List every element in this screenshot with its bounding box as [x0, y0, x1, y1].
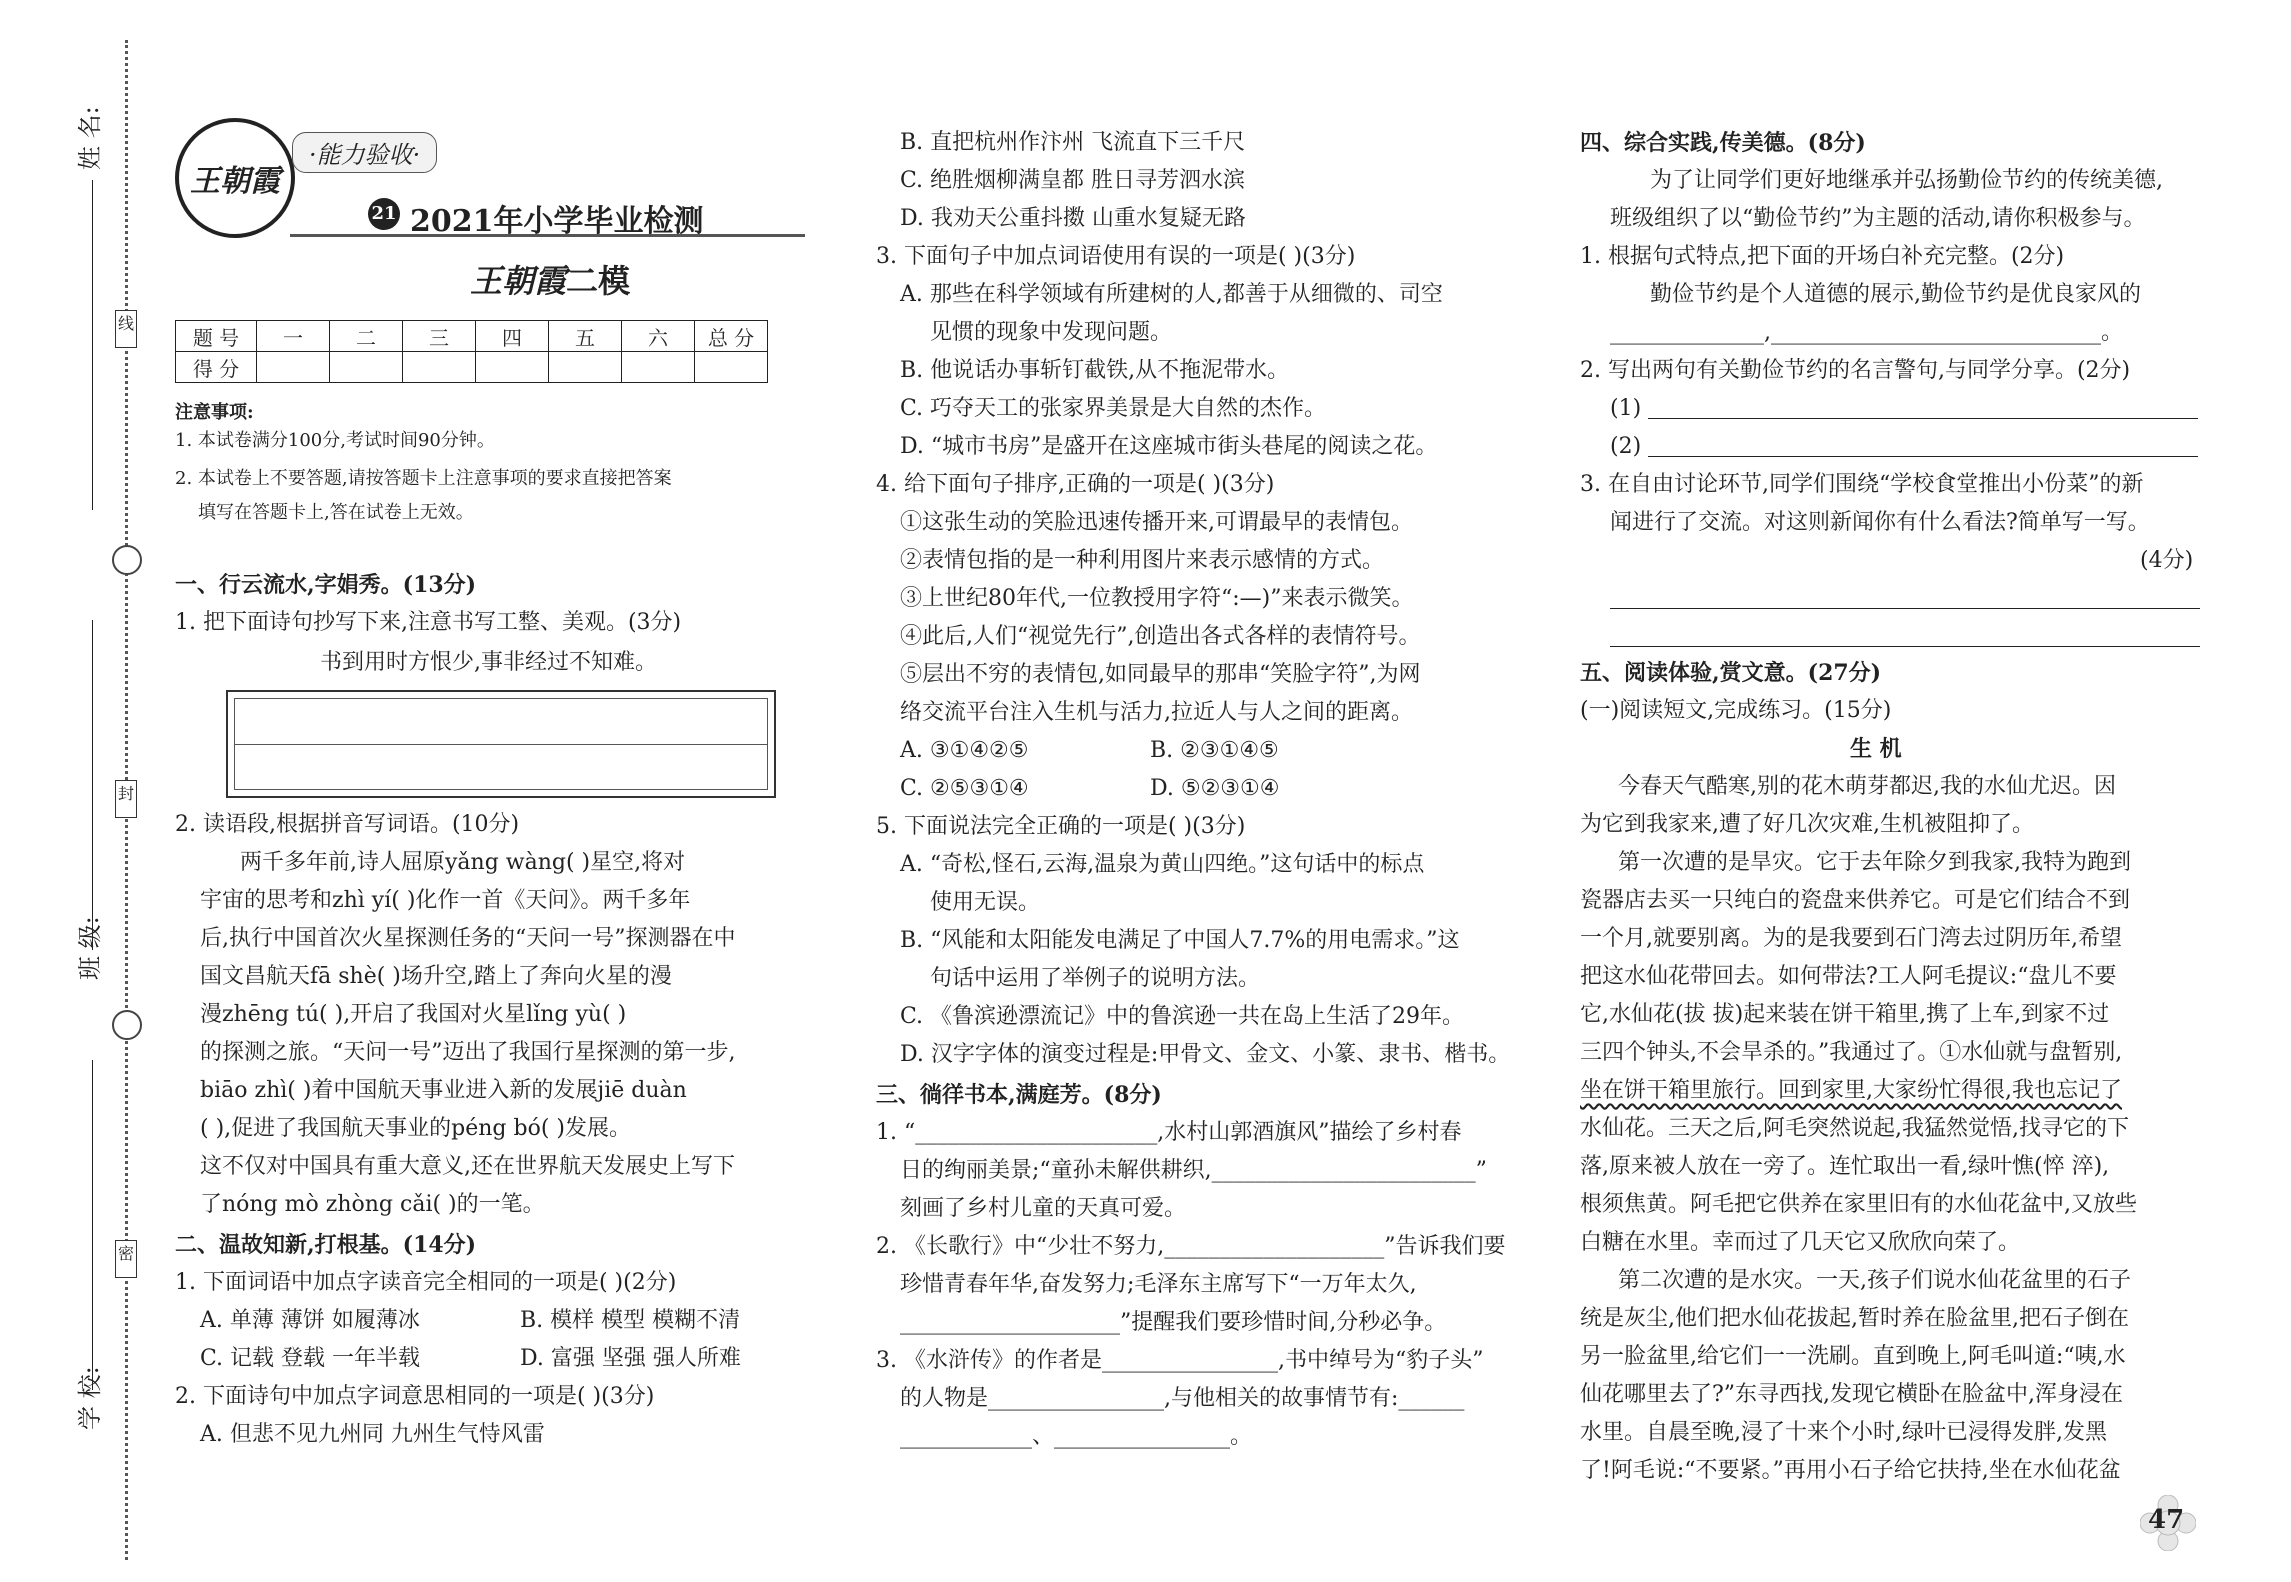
- score-cell[interactable]: [549, 352, 622, 383]
- option: C. ②⑤③①④: [900, 776, 1029, 801]
- score-table: [175, 320, 768, 383]
- brand-logo: [175, 118, 295, 238]
- school-line: [92, 1060, 93, 1390]
- section-5-title: 五、阅读体验,赏文意。(27分): [1580, 660, 1882, 686]
- fill-line: 的人物是________________,与他相关的故事情节有:______: [900, 1386, 1465, 1411]
- question-12: 2. 写出两句有关勤俭节约的名言警句,与同学分享。(2分): [1580, 358, 2131, 383]
- question-4: 2. 下面诗句中加点字词意思相同的一项是( )(3分): [175, 1384, 655, 1409]
- option: A. ③①④②⑤: [900, 738, 1029, 763]
- answer-line[interactable]: [1610, 646, 2200, 647]
- question-2: 2. 读语段,根据拼音写词语。(10分): [175, 812, 520, 837]
- fill-line: ______________,______________________________。: [1610, 320, 2123, 345]
- table-cell: 总 分: [695, 321, 768, 352]
- table-cell: 得 分: [176, 352, 257, 383]
- passage-line: 的探测之旅。“天问一号”迈出了我国行星探测的第一步,: [200, 1040, 736, 1065]
- option: 句话中运用了举例子的说明方法。: [930, 966, 1261, 991]
- sentence: ①这张生动的笑脸迅速传播开来,可谓最早的表情包。: [900, 510, 1413, 535]
- option: C. 记载 登载 一年半载: [200, 1346, 421, 1371]
- table-cell: 二: [330, 321, 403, 352]
- sentence: ③上世纪80年代,一位教授用字符“:—)”来表示微笑。: [900, 586, 1414, 611]
- section-4-title: 四、综合实践,传美德。(8分): [1580, 130, 1866, 156]
- passage-line: 国文昌航天fā shè( )场升空,踏上了奔向火星的漫: [200, 964, 672, 989]
- option: A. 单薄 薄饼 如履薄冰: [200, 1308, 420, 1333]
- binding-hole-icon: [112, 545, 142, 575]
- section-3-title: 三、徜徉书本,满庭芳。(8分): [876, 1082, 1162, 1108]
- exam-number-badge: 21: [368, 198, 400, 230]
- article-line: 仙花哪里去了?”东寻西找,发现它横卧在脸盆中,浑身浸在: [1580, 1382, 2124, 1407]
- table-cell: 三: [403, 321, 476, 352]
- question-5: 3. 下面句子中加点词语使用有误的一项是( )(3分): [876, 244, 1356, 269]
- passage-line: 漫zhēng tú( ),开启了我国对火星lǐng yù( ): [200, 1002, 627, 1027]
- class-field[interactable]: [70, 720, 105, 980]
- article-line: 另一脸盆里,给它们一一洗刷。直到晚上,阿毛叫道:“咦,水: [1580, 1344, 2126, 1369]
- exam-title: 2021年小学毕业检测: [410, 204, 704, 239]
- score-table-header-row: [176, 321, 768, 352]
- passage-line: biāo zhì( )着中国航天事业进入新的发展jiē duàn: [200, 1078, 687, 1103]
- option: C. 巧夺天工的张家界美景是大自然的杰作。: [900, 396, 1327, 421]
- option: B. ②③①④⑤: [1150, 738, 1279, 763]
- passage-line: ( ),促进了我国航天事业的péng bó( )发展。: [200, 1116, 631, 1141]
- title-rule: [290, 234, 805, 237]
- class-label: 班 级:: [76, 916, 104, 980]
- passage-line: 宇宙的思考和zhì yí( )化作一首《天问》。两千多年: [200, 888, 691, 913]
- name-line: [92, 180, 93, 510]
- option: C. 绝胜烟柳满皇都 胜日寻芳泗水滨: [900, 168, 1246, 193]
- name-field[interactable]: [70, 0, 105, 170]
- subsection-title: (一)阅读短文,完成练习。(15分): [1580, 698, 1892, 723]
- fill-line: 1. “______________________,水村山郭酒旗风”描绘了乡村春: [876, 1120, 1462, 1145]
- score-cell[interactable]: [476, 352, 549, 383]
- article-line: 它,水仙花(拔 拔)起来装在饼干箱里,携了上车,到家不过: [1580, 1002, 2110, 1027]
- article-line: 一个月,就要别离。为的是我要到石门湾去过阴历年,希望: [1580, 926, 2122, 951]
- option: A. 那些在科学领域有所建树的人,都善于从细微的、司空: [900, 282, 1443, 307]
- fill-line: ____________________”提醒我们要珍惜时间,分秒必争。: [900, 1310, 1447, 1335]
- note-item: 填写在答题卡上,答在试卷上无效。: [198, 502, 474, 523]
- question-13-line: 闻进行了交流。对这则新闻你有什么看法?简单写一写。: [1610, 510, 2150, 535]
- fill-line: 日的绚丽美景;“童孙未解供耕织,________________________”: [900, 1158, 1487, 1183]
- answer-line[interactable]: [1610, 608, 2200, 609]
- article-line: 落,原来被人放在一旁了。连忙取出一看,绿叶憔(悴 淬),: [1580, 1154, 2110, 1179]
- fill-line: 2. 《长歌行》中“少壮不努力,____________________”告诉我们要: [876, 1234, 1506, 1259]
- line-mark-3: 密: [115, 1240, 137, 1278]
- option: 使用无误。: [930, 890, 1041, 915]
- answer-label: (1): [1610, 396, 1642, 421]
- score-cell[interactable]: [330, 352, 403, 383]
- article-line: 今春天气酷寒,别的花木萌芽都迟,我的水仙尤迟。因: [1618, 774, 2116, 799]
- article-line: 为它到我家来,遭了好几次灾难,生机被阻抑了。: [1580, 812, 2034, 837]
- score-cell[interactable]: [403, 352, 476, 383]
- option: D. “城市书房”是盛开在这座城市街头巷尾的阅读之花。: [900, 434, 1438, 459]
- sentence: ⑤层出不穷的表情包,如同最早的那串“笑脸字符”,为网: [900, 662, 1421, 687]
- binding-hole-icon: [112, 1010, 142, 1040]
- score-cell[interactable]: [257, 352, 330, 383]
- article-line: 坐在饼干箱里旅行。回到家里,大家纷忙得很,我也忘记了: [1580, 1078, 2122, 1103]
- option: C. 《鲁滨逊漂流记》中的鲁滨逊一共在岛上生活了29年。: [900, 1004, 1465, 1029]
- question-13-score: (4分): [2140, 548, 2194, 573]
- score-table-score-row: [176, 352, 768, 383]
- school-field[interactable]: [70, 1170, 105, 1430]
- question-11: 1. 根据句式特点,把下面的开场白补充完整。(2分): [1580, 244, 2065, 269]
- option: B. 直把杭州作汴州 飞流直下三千尺: [900, 130, 1246, 155]
- article-line: 了!阿毛说:“不要紧。”再用小石子给它扶持,坐在水仙花盆: [1580, 1458, 2121, 1483]
- article-line: 三四个钟头,不会旱杀的。”我通过了。①水仙就与盘暂别,: [1580, 1040, 2123, 1065]
- sentence: ④此后,人们“视觉先行”,创造出各式各样的表情符号。: [900, 624, 1421, 649]
- copy-writing-box[interactable]: [226, 690, 776, 798]
- article-title: 生 机: [1850, 736, 1902, 762]
- notes-title: 注意事项:: [175, 402, 254, 423]
- option: D. 汉字字体的演变过程是:甲骨文、金文、小篆、隶书、楷书。: [900, 1042, 1511, 1067]
- passage-line: 后,执行中国首次火星探测任务的“天问一号”探测器在中: [200, 926, 736, 951]
- option: 见惯的现象中发现问题。: [930, 320, 1173, 345]
- note-item: 2. 本试卷上不要答题,请按答题卡上注意事项的要求直接把答案: [175, 468, 672, 489]
- school-label: 学 校:: [76, 1366, 104, 1430]
- subtitle-text: 二模: [566, 262, 631, 300]
- question-6: 4. 给下面句子排序,正确的一项是( )(3分): [876, 472, 1275, 497]
- page-number: 47: [2148, 1505, 2185, 1535]
- table-cell: 四: [476, 321, 549, 352]
- question-7: 5. 下面说法完全正确的一项是( )(3分): [876, 814, 1246, 839]
- fill-line: 珍惜青春年华,奋发努力;毛泽东主席写下“一万年太久,: [900, 1272, 1417, 1297]
- section-badge: ·能力验收·: [292, 132, 437, 173]
- line-mark-2: 封: [115, 780, 137, 818]
- sentence: 络交流平台注入生机与活力,拉近人与人之间的距离。: [900, 700, 1413, 725]
- fill-line: 3. 《水浒传》的作者是________________,书中绰号为“豹子头”: [876, 1348, 1484, 1373]
- option: D. 我劝天公重抖擞 山重水复疑无路: [900, 206, 1246, 231]
- article-line: 第二次遭的是水灾。一天,孩子们说水仙花盆里的石子: [1618, 1268, 2131, 1293]
- article-line: 第一次遭的是旱灾。它于去年除夕到我家,我特为跑到: [1618, 850, 2131, 875]
- note-item: 1. 本试卷满分100分,考试时间90分钟。: [175, 430, 495, 451]
- passage-line: 这不仅对中国具有重大意义,还在世界航天发展史上写下: [200, 1154, 735, 1179]
- table-cell: 六: [622, 321, 695, 352]
- article-line: 把这水仙花带回去。如何带法?工人阿毛提议:“盘儿不要: [1580, 964, 2117, 989]
- question-3: 1. 下面词语中加点字读音完全相同的一项是( )(2分): [175, 1270, 677, 1295]
- exam-subtitle: [470, 256, 630, 302]
- article-line: 瓷器店去买一只纯白的瓷盘来供养它。可是它们结合不到: [1580, 888, 2131, 913]
- article-line: 统是灰尘,他们把水仙花拔起,暂时养在脸盆里,把石子倒在: [1580, 1306, 2129, 1331]
- class-line: [92, 620, 93, 950]
- option: D. ⑤②③①④: [1150, 776, 1280, 801]
- brand-logo-text: 王朝霞: [190, 164, 280, 199]
- fill-line: 刻画了乡村儿童的天真可爱。: [900, 1196, 1187, 1221]
- question-1: 1. 把下面诗句抄写下来,注意书写工整、美观。(3分): [175, 610, 682, 635]
- table-cell: 一: [257, 321, 330, 352]
- fill-line: 勤俭节约是个人道德的展示,勤俭节约是优良家风的: [1650, 282, 2141, 307]
- option: B. “风能和太阳能发电满足了中国人7.7%的用电需求。”这: [900, 928, 1460, 953]
- table-cell: 五: [549, 321, 622, 352]
- score-cell[interactable]: [695, 352, 768, 383]
- table-cell: 题 号: [176, 321, 257, 352]
- passage-line: 两千多年前,诗人屈原yǎng wàng( )星空,将对: [240, 850, 686, 875]
- section-1-title: 一、行云流水,字娟秀。(13分): [175, 572, 477, 598]
- line-mark-1: 线: [115, 310, 137, 348]
- name-label: 姓 名:: [76, 106, 104, 170]
- option: B. 模样 模型 模糊不清: [520, 1308, 741, 1333]
- fill-line: ____________、________________。: [900, 1424, 1253, 1449]
- subtitle-brand: 王朝霞: [470, 262, 567, 300]
- option: B. 他说话办事斩钉截铁,从不拖泥带水。: [900, 358, 1290, 383]
- article-line: 水里。自晨至晚,浸了十来个小时,绿叶已浸得发胖,发黑: [1580, 1420, 2107, 1445]
- answer-line[interactable]: [1648, 418, 2198, 419]
- intro-line: 班级组织了以“勤俭节约”为主题的活动,请你积极参与。: [1610, 206, 2146, 231]
- intro-line: 为了让同学们更好地继承并弘扬勤俭节约的传统美德,: [1650, 168, 2163, 193]
- answer-line[interactable]: [1648, 456, 2198, 457]
- option: A. 但悲不见九州同 九州生气恃风雷: [200, 1422, 545, 1447]
- question-1-poem: 书到用时方恨少,事非经过不知难。: [320, 650, 657, 675]
- section-2-title: 二、温故知新,打根基。(14分): [175, 1232, 477, 1258]
- option: A. “奇松,怪石,云海,温泉为黄山四绝。”这句话中的标点: [900, 852, 1425, 877]
- score-cell[interactable]: [622, 352, 695, 383]
- question-13: 3. 在自由讨论环节,同学们围绕“学校食堂推出小份菜”的新: [1580, 472, 2144, 497]
- article-line: 水仙花。三天之后,阿毛突然说起,我猛然觉悟,找寻它的下: [1580, 1116, 2129, 1141]
- sentence: ②表情包指的是一种利用图片来表示感情的方式。: [900, 548, 1385, 573]
- article-line: 根须焦黄。阿毛把它供养在家里旧有的水仙花盆中,又放些: [1580, 1192, 2137, 1217]
- passage-line: 了nóng mò zhòng cǎi( )的一笔。: [200, 1192, 545, 1217]
- article-body: [1580, 774, 2205, 1496]
- option: D. 富强 坚强 强人所难: [520, 1346, 741, 1371]
- answer-label: (2): [1610, 434, 1642, 459]
- article-line: 白糖在水里。幸而过了几天它又欣欣向荣了。: [1580, 1230, 2021, 1255]
